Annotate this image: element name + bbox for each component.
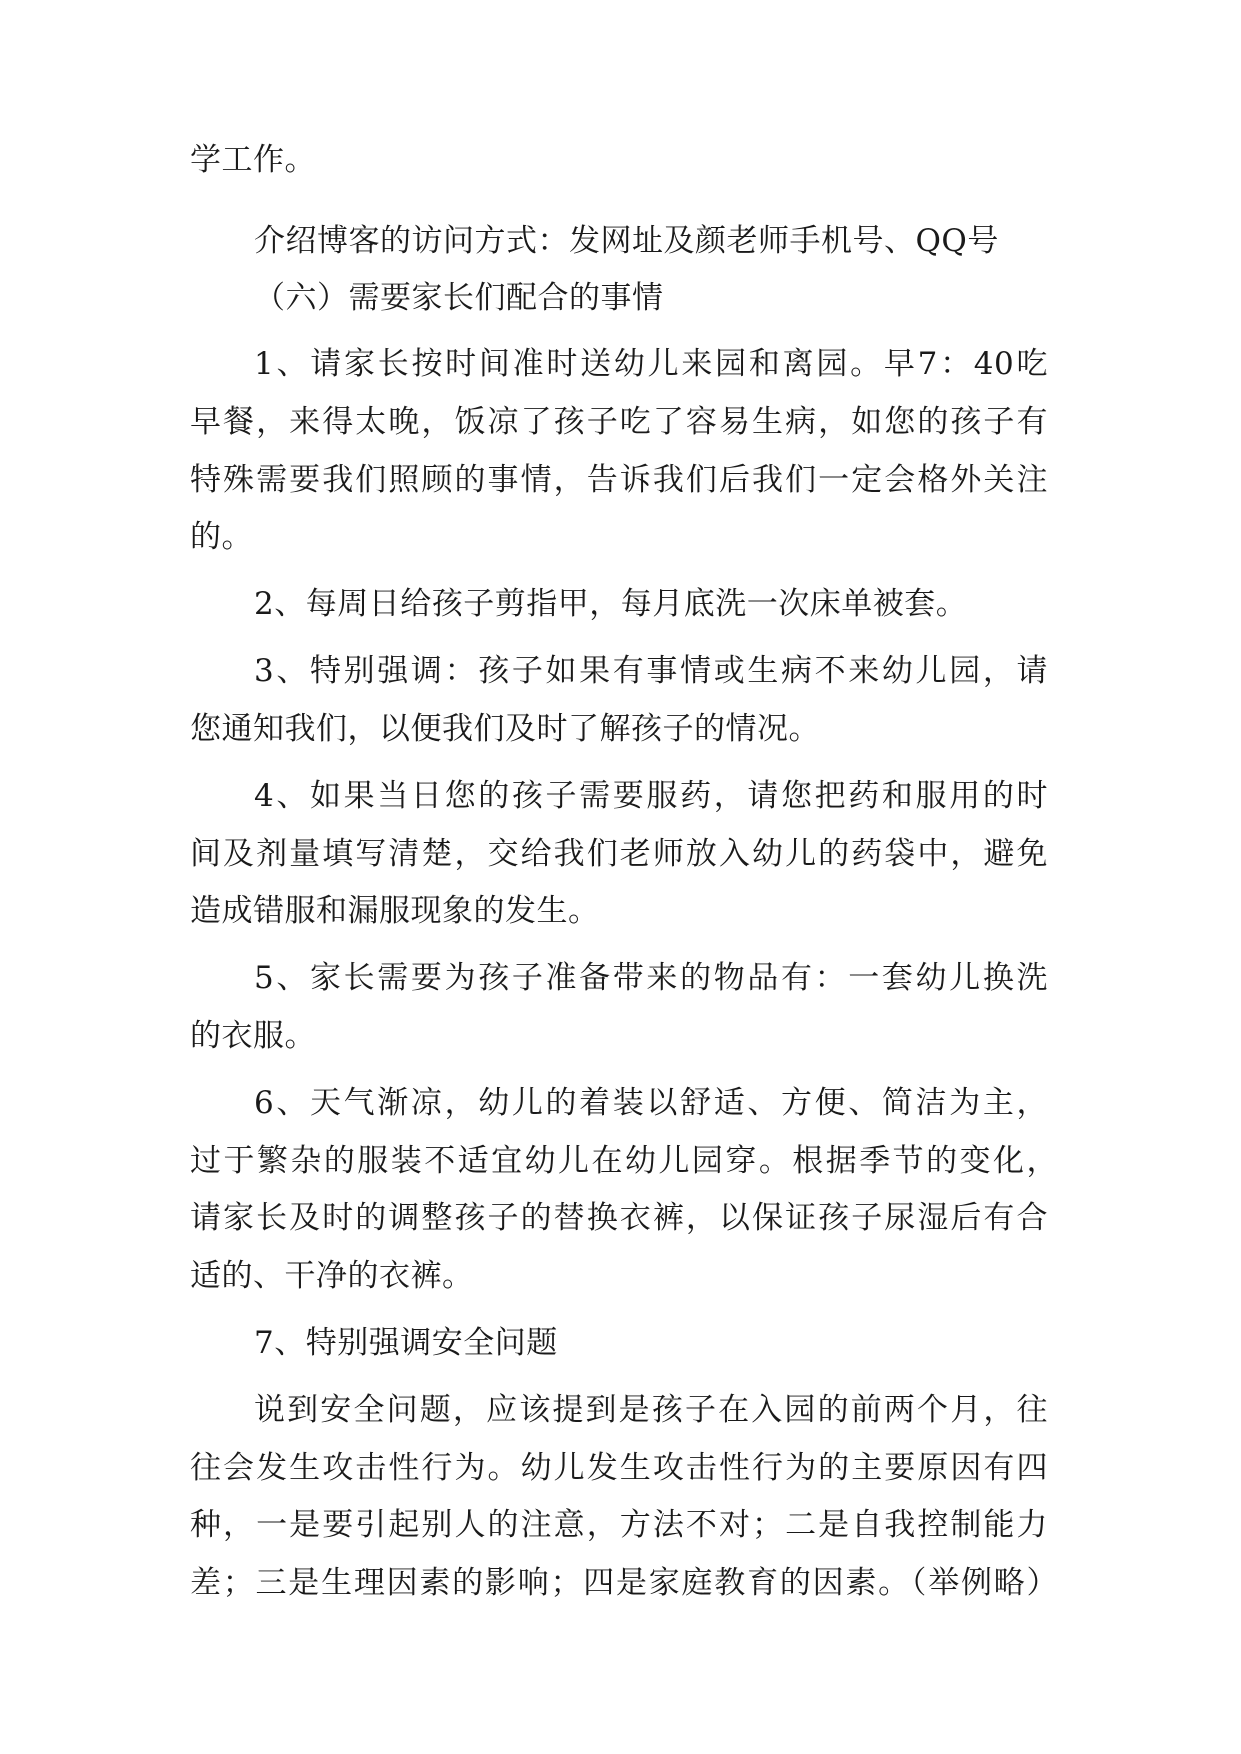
text-line: 您通知我们，以便我们及时了解孩子的情况。 (190, 711, 820, 747)
text-line: 适的、干净的衣裤。 (190, 1258, 474, 1294)
text-line: 说到安全问题，应该提到是孩子在入园的前两个月，往 (254, 1392, 1048, 1428)
text-line: 的。 (190, 519, 253, 555)
text-line: 5、家长需要为孩子准备带来的物品有：一套幼儿换洗 (254, 960, 1048, 996)
text-line: 造成错服和漏服现象的发生。 (190, 893, 600, 929)
text-line: 早餐，来得太晚，饭凉了孩子吃了容易生病，如您的孩子有 (190, 404, 1048, 440)
text-line: 3、特别强调：孩子如果有事情或生病不来幼儿园，请 (254, 653, 1048, 689)
text-line: 4、如果当日您的孩子需要服药，请您把药和服用的时 (254, 778, 1048, 814)
text-line: 种，一是要引起别人的注意，方法不对；二是自我控制能力 (190, 1507, 1048, 1543)
text-line: 7、特别强调安全问题 (254, 1325, 558, 1361)
text-line: 间及剂量填写清楚，交给我们老师放入幼儿的药袋中，避免 (190, 836, 1048, 872)
text-line: 学工作。 (190, 142, 316, 178)
text-line: 特殊需要我们照顾的事情，告诉我们后我们一定会格外关注 (190, 462, 1048, 498)
text-line: 1、请家长按时间准时送幼儿来园和离园。早7：40吃 (254, 346, 1048, 382)
text-line: 往会发生攻击性行为。幼儿发生攻击性行为的主要原因有四 (190, 1450, 1048, 1486)
text-line: 过于繁杂的服装不适宜幼儿在幼儿园穿。根据季节的变化， (190, 1143, 1058, 1179)
section-heading: （六）需要家长们配合的事情 (254, 280, 664, 316)
text-line: 6、天气渐凉，幼儿的着装以舒适、方便、简洁为主， (254, 1085, 1048, 1121)
text-line: 2、每周日给孩子剪指甲，每月底洗一次床单被套。 (254, 586, 968, 622)
text-line: 差；三是生理因素的影响；四是家庭教育的因素。（举例略） (190, 1565, 1058, 1601)
text-line: 介绍博客的访问方式：发网址及颜老师手机号、QQ号 (254, 223, 999, 259)
text-line: 的衣服。 (190, 1018, 316, 1054)
text-line: 请家长及时的调整孩子的替换衣裤，以保证孩子尿湿后有合 (190, 1200, 1048, 1236)
